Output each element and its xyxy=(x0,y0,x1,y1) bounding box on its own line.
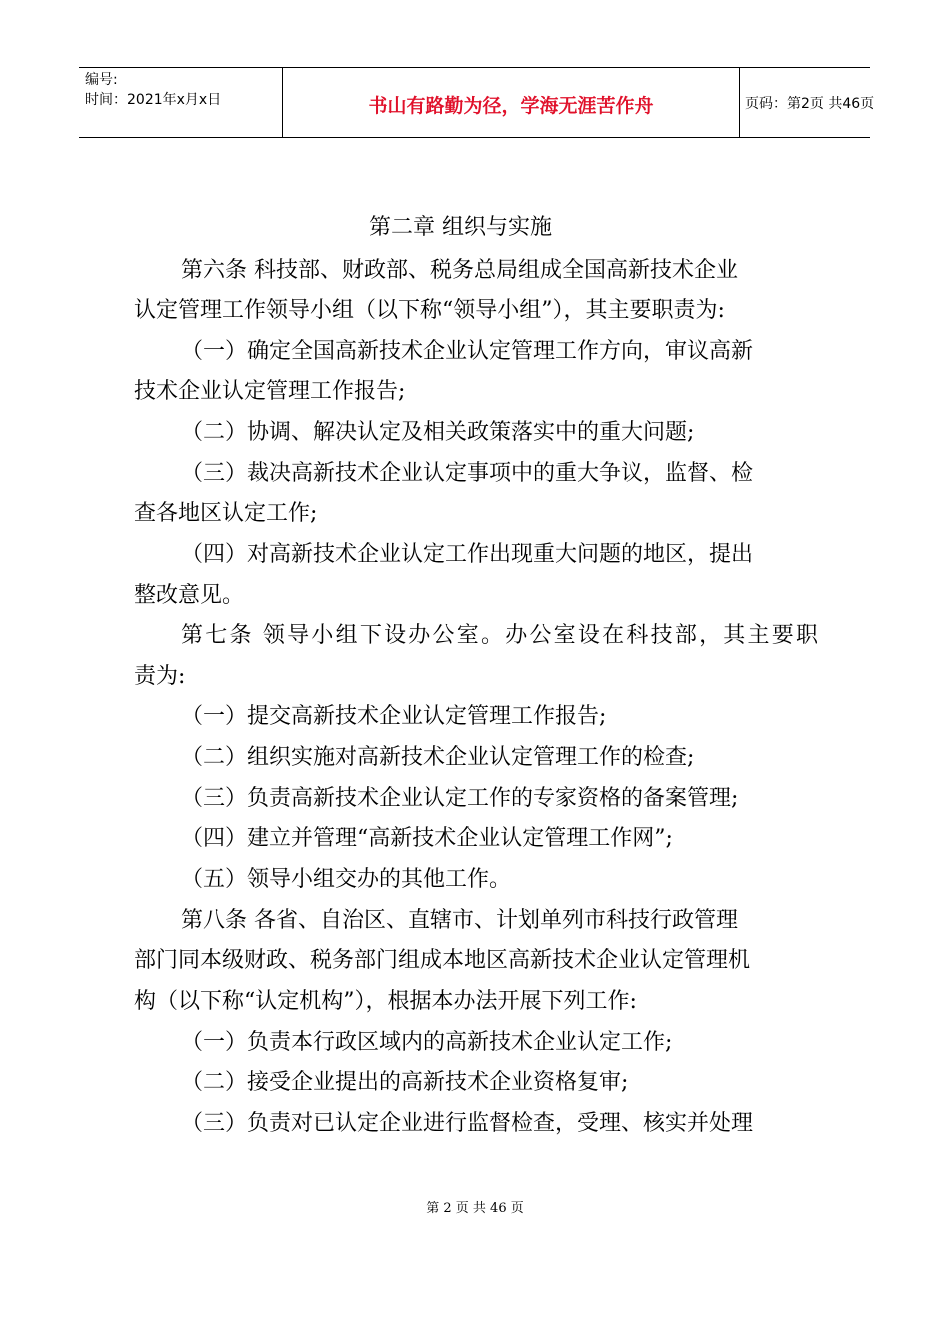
body-line: （二）接受企业提出的高新技术企业资格复审; xyxy=(181,1070,629,1095)
body-line: 责为: xyxy=(134,664,186,689)
header-motto: 书山有路勤为径，学海无涯苦作舟 xyxy=(368,95,654,117)
body-line: 构（以下称“认定机构”），根据本办法开展下列工作: xyxy=(134,989,637,1014)
header-page-cell xyxy=(739,68,875,137)
body-line: （三）负责高新技术企业认定工作的专家资格的备案管理; xyxy=(181,786,739,811)
page-footer: 第 2 页 共 46 页 xyxy=(426,1201,524,1216)
body-line: 部门同本级财政、税务部门组成本地区高新技术企业认定管理机 xyxy=(134,948,751,973)
header-motto-cell xyxy=(282,68,740,137)
body-line: 整改意见。 xyxy=(134,583,245,608)
body-line: （一）确定全国高新技术企业认定管理工作方向，审议高新 xyxy=(181,339,754,364)
body-line: （四）建立并管理“高新技术企业认定管理工作网”; xyxy=(181,826,673,851)
body-line: （二）协调、解决认定及相关政策落实中的重大问题; xyxy=(181,420,695,445)
body-line: （一）负责本行政区域内的高新技术企业认定工作; xyxy=(181,1030,673,1055)
document-number-label: 编号: xyxy=(85,72,118,88)
body-line: （三）裁决高新技术企业认定事项中的重大争议，监督、检 xyxy=(181,461,754,486)
body-line: 第六条 科技部、财政部、税务总局组成全国高新技术企业 xyxy=(181,258,738,283)
body-line: （三）负责对已认定企业进行监督检查，受理、核实并处理 xyxy=(181,1111,754,1136)
body-line: 第八条 各省、自治区、直辖市、计划单列市科技行政管理 xyxy=(181,908,738,933)
chapter-heading: 第二章 组织与实施 xyxy=(369,215,552,240)
body-line: （五）领导小组交办的其他工作。 xyxy=(181,867,512,892)
document-date-label: 时间：2021年x月x日 xyxy=(85,92,222,108)
header-page-code: 页码：第2页 共46页 xyxy=(745,96,875,112)
body-line: 查各地区认定工作; xyxy=(134,501,318,526)
body-line: （一）提交高新技术企业认定管理工作报告; xyxy=(181,704,607,729)
header-table xyxy=(79,67,875,138)
body-line: 技术企业认定管理工作报告; xyxy=(134,379,406,404)
body-line: 认定管理工作领导小组（以下称“领导小组”），其主要职责为: xyxy=(134,298,725,323)
body-line: （二）组织实施对高新技术企业认定管理工作的检查; xyxy=(181,745,695,770)
body-line: 第七条 领导小组下设办公室。办公室设在科技部，其主要职 xyxy=(181,623,821,648)
body-line: （四）对高新技术企业认定工作出现重大问题的地区，提出 xyxy=(181,542,754,567)
header-meta-cell xyxy=(79,68,282,137)
